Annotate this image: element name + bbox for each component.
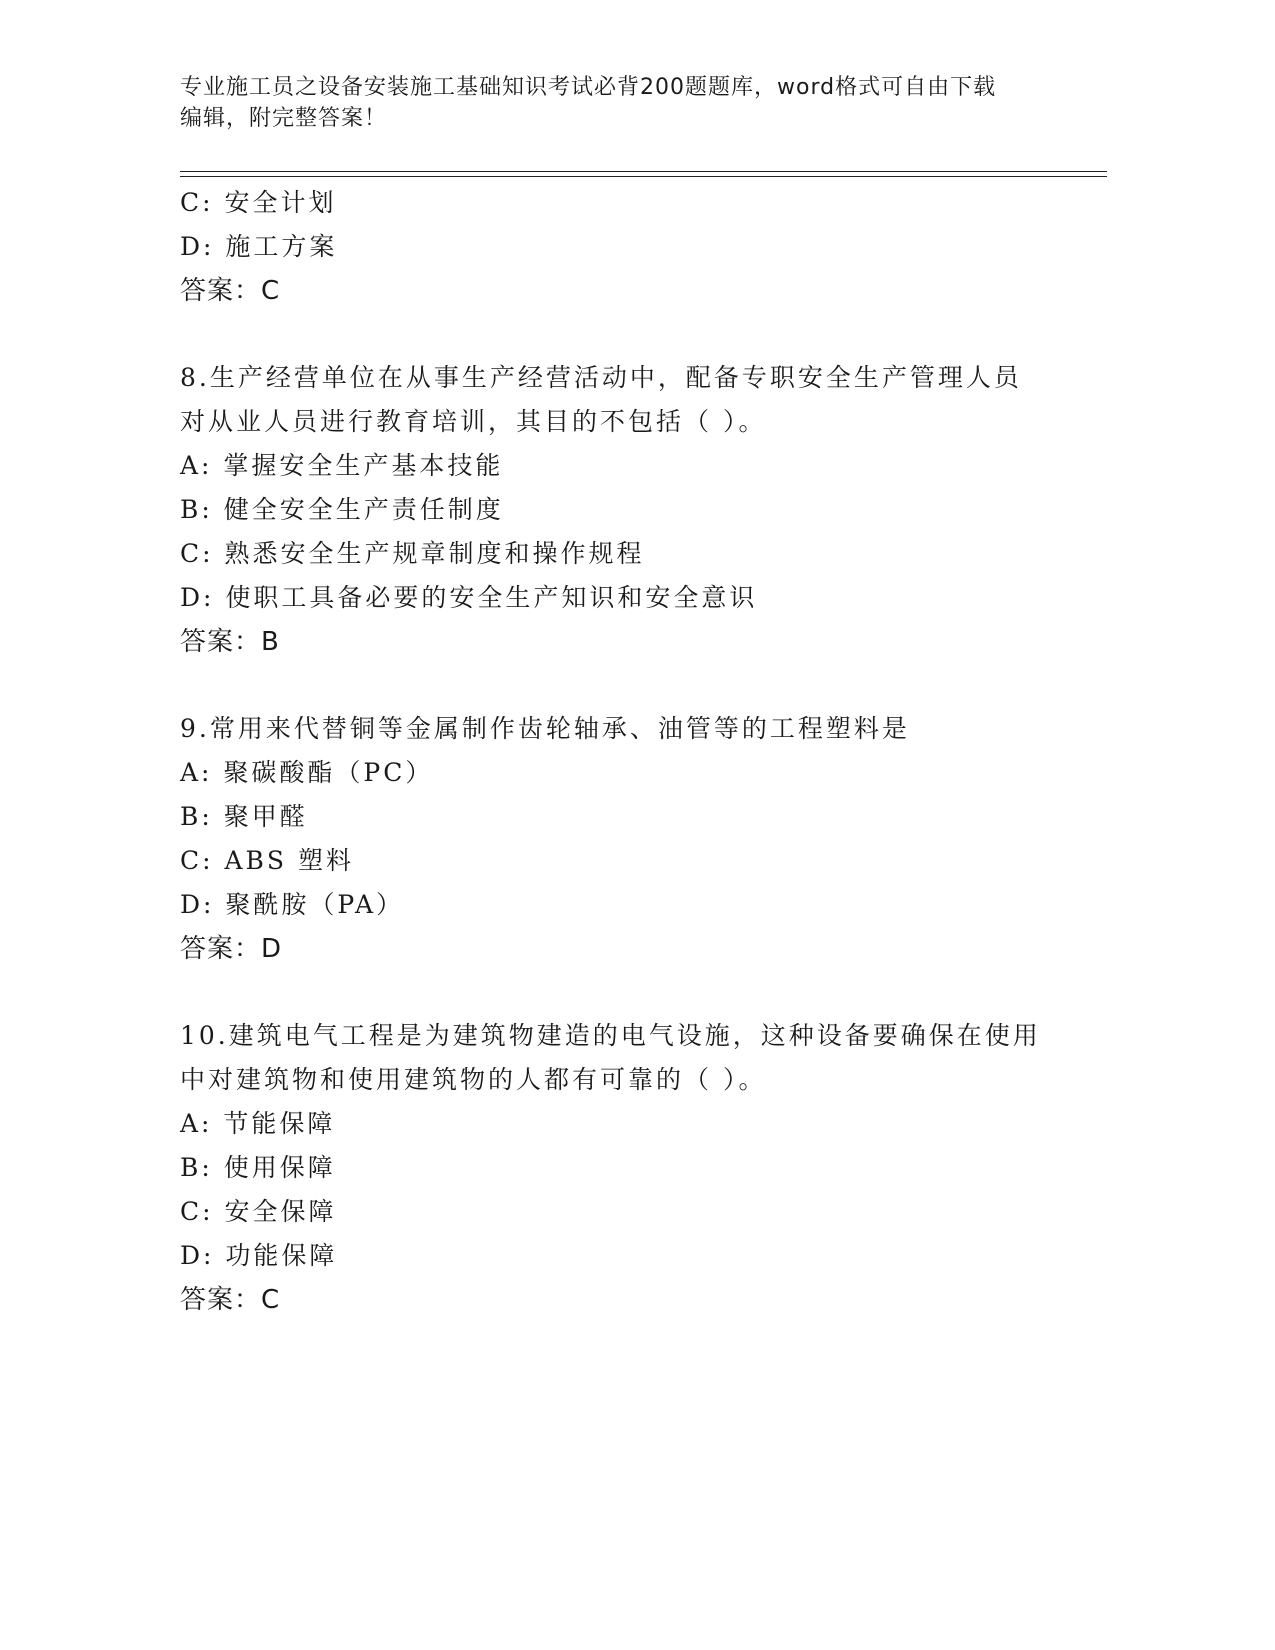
option-c: C: 安全计划 xyxy=(180,188,337,217)
option-a: A: 节能保障 xyxy=(180,1109,336,1138)
spacer xyxy=(180,664,1080,707)
question-stem-line: 对从业人员进行教育培训，其目的不包括（ ）。 xyxy=(180,407,767,436)
answer-line: 答案：B xyxy=(180,627,280,657)
answer-line: 答案：C xyxy=(180,276,281,306)
spacer xyxy=(180,971,1080,1014)
question-7 xyxy=(180,181,1080,313)
spacer xyxy=(180,313,1080,356)
question-8 xyxy=(180,356,1080,664)
option-c: C: ABS 塑料 xyxy=(180,846,354,875)
question-stem-line: 中对建筑物和使用建筑物的人都有可靠的（ ）。 xyxy=(180,1065,767,1094)
question-stem-line: 9.常用来代替铜等金属制作齿轮轴承、油管等的工程塑料是 xyxy=(180,714,910,743)
header-divider-top xyxy=(180,171,1107,172)
answer-line: 答案：D xyxy=(180,934,283,964)
option-c: C: 熟悉安全生产规章制度和操作规程 xyxy=(180,539,645,568)
question-content xyxy=(180,181,1080,1322)
option-c: C: 安全保障 xyxy=(180,1197,337,1226)
header-divider-bottom xyxy=(180,176,1107,177)
header-line-1: 专业施工员之设备安装施工基础知识考试必背200题题库，word格式可自由下载 xyxy=(180,75,997,100)
option-d: D: 施工方案 xyxy=(180,232,338,261)
question-10 xyxy=(180,1014,1080,1322)
option-b: B: 聚甲醛 xyxy=(180,802,308,831)
option-d: D: 使职工具备必要的安全生产知识和安全意识 xyxy=(180,583,758,612)
option-b: B: 健全安全生产责任制度 xyxy=(180,495,504,524)
question-9 xyxy=(180,707,1080,971)
option-b: B: 使用保障 xyxy=(180,1153,336,1182)
header-line-2: 编辑，附完整答案！ xyxy=(180,106,388,131)
option-d: D: 聚酰胺（PA） xyxy=(180,890,404,919)
answer-line: 答案：C xyxy=(180,1285,281,1315)
document-header xyxy=(180,72,1040,134)
question-stem-line: 8.生产经营单位在从事生产经营活动中，配备专职安全生产管理人员 xyxy=(180,363,1022,392)
option-a: A: 掌握安全生产基本技能 xyxy=(180,451,504,480)
option-a: A: 聚碳酸酯（PC） xyxy=(180,758,434,787)
option-d: D: 功能保障 xyxy=(180,1241,338,1270)
question-stem-line: 10.建筑电气工程是为建筑物建造的电气设施，这种设备要确保在使用 xyxy=(180,1021,1041,1050)
